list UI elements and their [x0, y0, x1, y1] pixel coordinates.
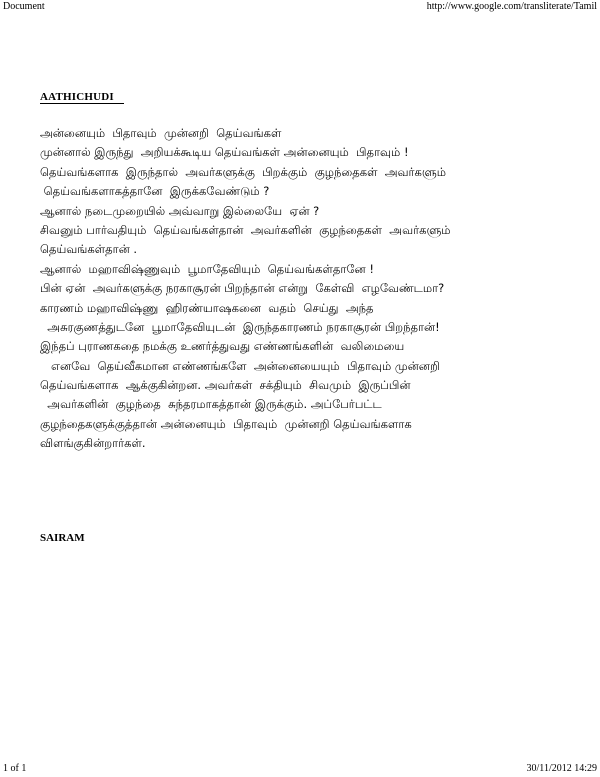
body-line: காரணம் மஹாவிஷ்ணு ஹிரண்யாஷகனை வதம் செய்து அந்த: [40, 300, 374, 315]
body-line: விளங்குகின்றார்கள்.: [40, 436, 146, 451]
body-line: எனவே தெய்வீகமான எண்ணங்களே அன்னையையும் பிதாவும் முன்னறி: [40, 358, 440, 373]
body-line: குழந்தைகளுக்குத்தான் அன்னையும் பிதாவும் முன்னறி தெய்வங்களாக: [40, 416, 412, 431]
footer-page-count: 1 of 1: [3, 763, 27, 774]
document-title: AATHICHUDI: [40, 91, 124, 104]
body-line: அவர்களின் குழந்தை சுந்தரமாகத்தான் இருக்கும். அப்பேர்பட்ட: [40, 397, 382, 412]
document-body: [40, 124, 570, 454]
body-line: ஆனால் மஹாவிஷ்ணுவும் பூமாதேவியும் தெய்வங்கள்தானே !: [40, 261, 374, 276]
header-url: http://www.google.com/transliterate/Tamil: [426, 1, 597, 12]
body-line: அசுரகுணத்துடனே பூமாதேவியுடன் இருந்தகாரணம் நரகாசூரன் பிறந்தான்!: [40, 319, 440, 334]
body-line: அன்னையும் பிதாவும் முன்னறி தெய்வங்கள்: [40, 126, 282, 140]
body-line: தெய்வங்களாகத்தானே இருக்கவேண்டும் ?: [40, 184, 270, 199]
header-document-label: Document: [3, 1, 45, 12]
body-line: தெய்வங்களாக ஆக்குகின்றன. அவர்கள் சக்தியும் சிவமும் இருப்பின்: [40, 378, 411, 393]
body-line: தெய்வங்களாக இருந்தால் அவர்களுக்கு பிறக்கும் குழந்தைகள் அவர்களும்: [40, 164, 447, 179]
body-line: பின் ஏன் அவர்களுக்கு நரகாசூரன் பிறந்தான் என்று கேள்வி எழவேண்டமா?: [40, 281, 445, 296]
body-line: இந்தப் புராணகதை நமக்கு உணர்த்துவது எண்ணங்களின் வலிமையை: [40, 339, 405, 354]
footer-timestamp: 30/11/2012 14:29: [526, 763, 597, 774]
body-line: சிவனும் பார்வதியும் தெய்வங்கள்தான் அவர்களின் குழந்தைகள் அவர்களும்: [40, 222, 451, 237]
body-line: ஆனால் நடைமுறையில் அவ்வாறு இல்லையே ஏன் ?: [40, 203, 320, 218]
signature: SAIRAM: [40, 532, 85, 544]
body-line: தெய்வங்கள்தான் .: [40, 242, 138, 257]
body-line: முன்னால் இருந்து அறியக்கூடிய தெய்வங்கள் அன்னையும் பிதாவும் !: [40, 145, 409, 160]
